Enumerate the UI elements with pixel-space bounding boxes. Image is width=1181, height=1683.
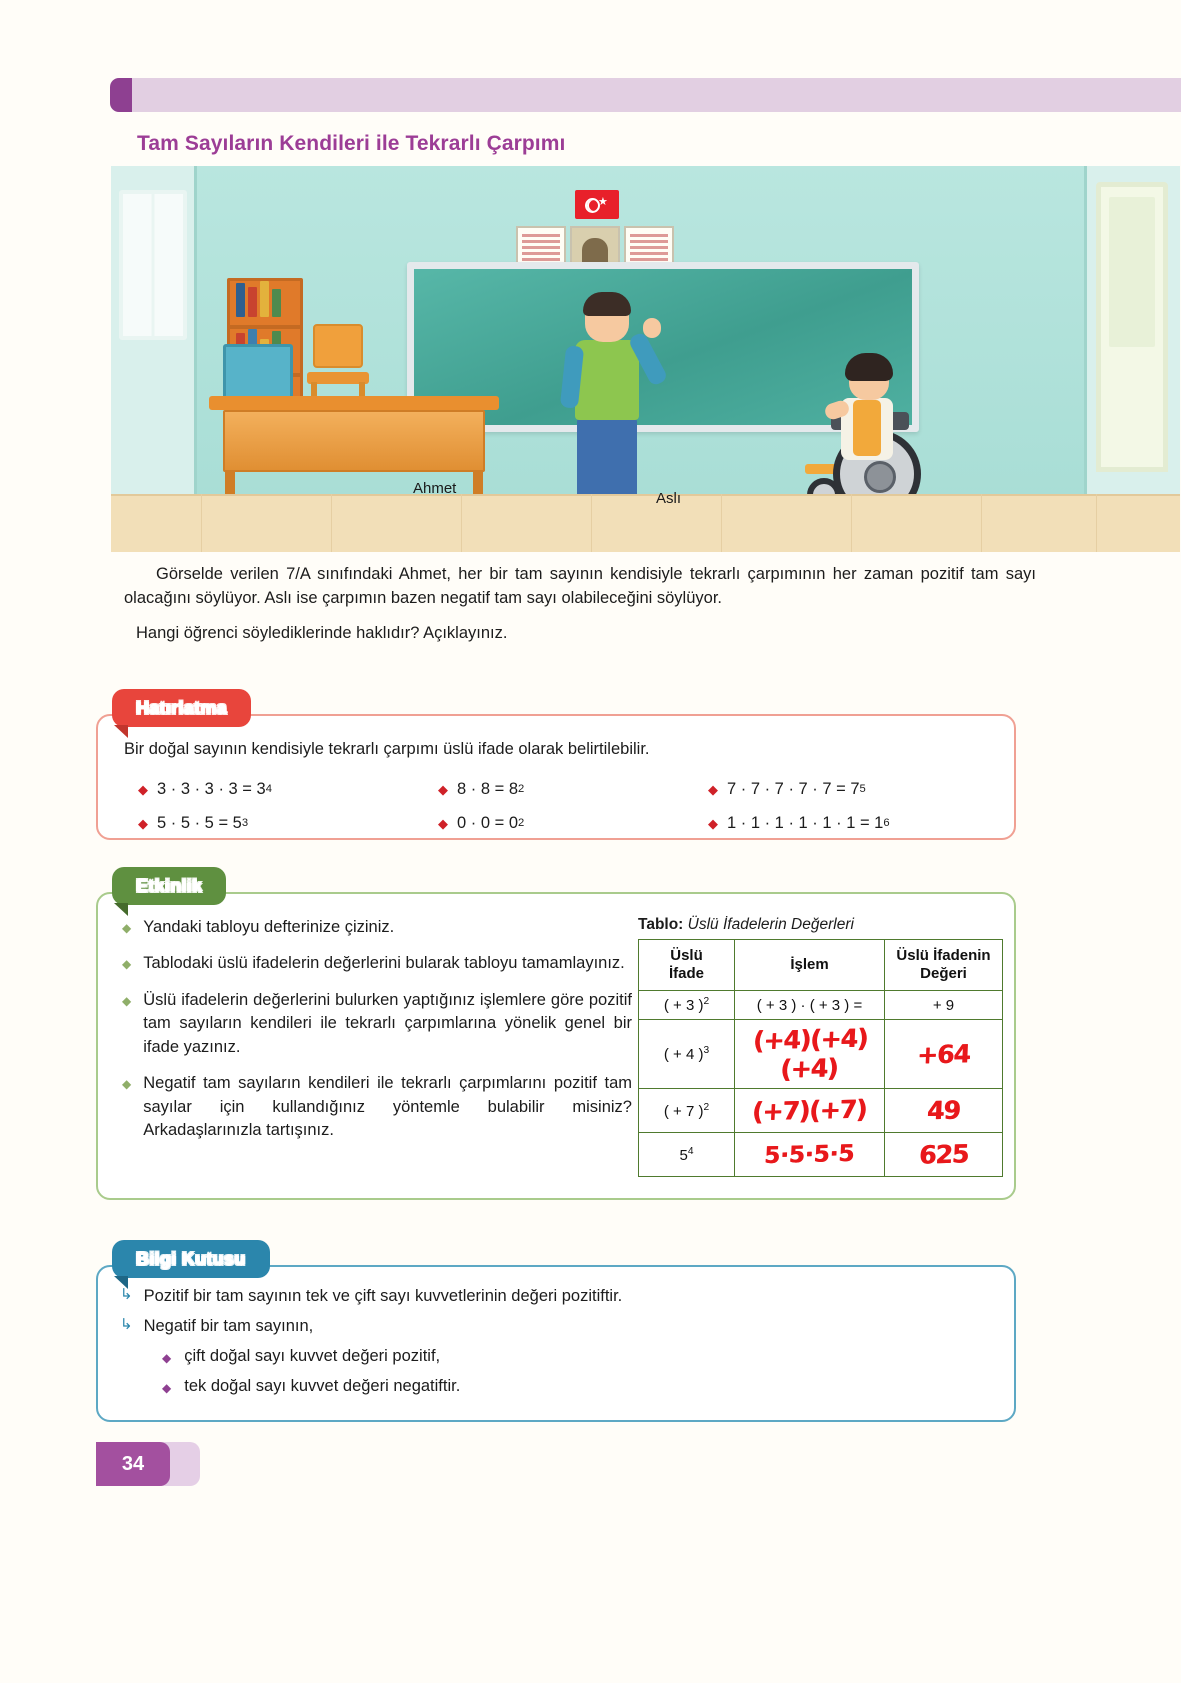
arrow-bullet-icon: ↳ [120,1286,133,1303]
window-icon [119,190,187,340]
cell-islem [735,1020,885,1089]
formula-sup: 5 [859,783,866,795]
expr-sup: 2 [703,1101,710,1113]
cell-islem: ( + 3 ) · ( + 3 ) = [735,991,885,1020]
table-caption-bold: Tablo: [638,916,684,933]
cell-uslu-ifade [639,991,735,1020]
diamond-bullet-icon: ◆ [708,781,718,797]
expr-base: ( + 3 ) [663,997,704,1014]
diamond-bullet-icon: ◆ [162,1351,172,1365]
label-ahmet: Ahmet [413,480,457,497]
sub-list-item [162,1347,990,1366]
list-item-text: Pozitif bir tam sayının tek ve çift sayı kuvvetlerinin değeri pozitiftir. [143,1287,623,1305]
header-line-1: Üslü [670,947,703,964]
diamond-bullet-icon: ◆ [438,815,448,831]
cell-deger: + 9 [885,991,1003,1020]
handwritten-answer: (+7)(+7) [751,1094,868,1127]
diamond-bullet-icon: ◆ [122,1077,132,1092]
formula-sup: 3 [241,817,249,829]
cell-islem [735,1133,885,1177]
etkinlik-tab-label: Etkinlik [112,867,226,905]
classroom-illustration [111,166,1180,552]
expr-sup: 2 [703,996,710,1007]
cell-deger [885,1133,1003,1177]
page-number: 34 [96,1442,170,1486]
door-icon [1096,182,1168,472]
formula-sup: 2 [518,817,525,829]
arrow-bullet-icon: ↳ [120,1316,133,1333]
table-header-row [639,940,1003,991]
etkinlik-box [96,875,1016,1200]
list-item-text: Üslü ifadelerin değerlerini bulurken yaptığınız işlemlere göre pozitif tam sayıların kendileri ile tekrarlı çarpımlarına yönelik genel bir ifade yazınız. [143,990,632,1056]
sub-list-item-text: çift doğal sayı kuvvet değeri pozitif, [184,1347,441,1365]
table-row [639,1089,1003,1133]
diamond-bullet-icon: ◆ [122,957,132,972]
label-asli: Aslı [656,490,682,507]
expr-base: ( + 7 ) [663,1102,704,1120]
sub-list-item-text: tek doğal sayı kuvvet değeri negatiftir. [184,1377,461,1395]
formula-sup: 4 [265,783,272,795]
header-line-2: İfade [668,965,704,982]
turkish-flag-icon [575,190,619,219]
formula-item [138,780,438,799]
page-top-band [110,78,1181,112]
bilgi-kutusu-box [96,1248,1016,1422]
table-caption-italic: Üslü İfadelerin Değerleri [683,916,854,933]
monitor-icon [223,344,293,400]
hatirlatma-intro: Bir doğal sayının kendisiyle tekrarlı çarpımı üslü ifade olarak belirtilebilir. [124,740,650,758]
uslu-ifadeler-table [638,939,1003,1177]
header-line-2: Değeri [920,965,967,982]
intro-paragraph-1: Görselde verilen 7/A sınıfındaki Ahmet, her bir tam sayının kendisiyle tekrarlı çarpımının her zaman pozitif tam sayı olacağını söylüyor. Aslı ise çarpımın bazen negatif tam sayı olabileceğini söylüyor. [124,565,1036,607]
formula-item [438,780,708,799]
formula-item [438,814,708,833]
list-item [122,1072,632,1142]
list-item [122,989,632,1059]
table-caption [638,916,854,934]
header-line-1: İşlem [790,956,829,973]
table-row [639,1133,1003,1177]
list-item [120,1317,990,1336]
cell-islem [735,1089,885,1133]
formula-expr: 5 · 5 · 5 = 5 [157,813,242,832]
intro-paragraph-2: Hangi öğrenci söylediklerinde haklıdır? Açıklayınız. [136,624,508,642]
cell-deger [885,1020,1003,1089]
formula-sup: 6 [883,817,890,829]
header-line-1: Üslü İfadenin [896,947,991,964]
formula-row [138,806,998,840]
page-title: Tam Sayıların Kendileri ile Tekrarlı Çarpımı [137,132,566,155]
formula-expr: 3 · 3 · 3 · 3 = 3 [157,779,266,798]
handwritten-answer: +64 [916,1038,971,1070]
diamond-bullet-icon: ◆ [122,993,132,1008]
handwritten-answer: 625 [918,1139,969,1170]
table-row [639,991,1003,1020]
list-item [120,1287,990,1306]
list-item [122,952,632,975]
list-item [122,916,632,939]
expr-sup: 4 [687,1145,694,1157]
table-row [639,1020,1003,1089]
formula-item [708,814,998,833]
bilgi-kutusu-tab-label: Bilgi Kutusu [112,1240,270,1278]
column-header-deger [885,940,1003,991]
page-number-container [96,1442,200,1486]
handwritten-answer: 49 [926,1095,961,1126]
cell-deger [885,1089,1003,1133]
formula-sup: 2 [518,783,525,795]
formula-expr: 8 · 8 = 8 [457,779,518,798]
cell-uslu-ifade [639,1020,735,1089]
bilgi-kutusu-list [120,1287,990,1407]
cell-uslu-ifade [639,1089,735,1133]
cell-uslu-ifade [639,1133,735,1177]
handwritten-answer: (+4)(+4)(+4) [752,1023,868,1084]
band-bar [132,78,1181,112]
teacher-desk-icon [209,396,499,492]
sub-list-item [162,1377,990,1396]
diamond-bullet-icon: ◆ [138,815,148,831]
formula-item [138,814,438,833]
diamond-bullet-icon: ◆ [162,1381,172,1395]
column-header-uslu-ifade [639,940,735,991]
diamond-bullet-icon: ◆ [438,781,448,797]
list-item-text: Tablodaki üslü ifadelerin değerlerini bularak tabloyu tamamlayınız. [143,954,625,973]
hatirlatma-tab-label: Hatırlatma [112,689,251,727]
diamond-bullet-icon: ◆ [138,781,148,797]
formula-expr: 7 · 7 · 7 · 7 · 7 = 7 [727,779,860,798]
hatirlatma-formula-grid [138,772,998,840]
classroom-floor [111,494,1180,552]
formula-row [138,772,998,806]
list-item-text: Negatif tam sayıların kendileri ile tekrarlı çarpımlarını pozitif tam sayılar için kullandığınız yöntemle bulabilir misiniz? Arkadaşlarınızla tartışınız. [143,1074,632,1139]
hatirlatma-box [96,697,1016,840]
diamond-bullet-icon: ◆ [122,921,132,935]
formula-item [708,780,998,799]
handwritten-answer: 5·5·5·5 [763,1140,856,1169]
formula-expr: 1 · 1 · 1 · 1 · 1 · 1 = 1 [727,813,884,832]
expr-base: 5 [679,1146,688,1164]
formula-expr: 0 · 0 = 0 [457,813,518,832]
expr-sup: 3 [703,1045,710,1056]
etkinlik-instruction-list [122,916,632,1155]
list-item-text: Yandaki tabloyu defterinize çiziniz. [143,918,395,936]
student-ahmet-figure [563,296,653,526]
expr-base: ( + 4 ) [663,1046,704,1063]
list-item-text: Negatif bir tam sayının, [143,1317,314,1335]
column-header-islem [735,940,885,991]
diamond-bullet-icon: ◆ [708,815,718,831]
